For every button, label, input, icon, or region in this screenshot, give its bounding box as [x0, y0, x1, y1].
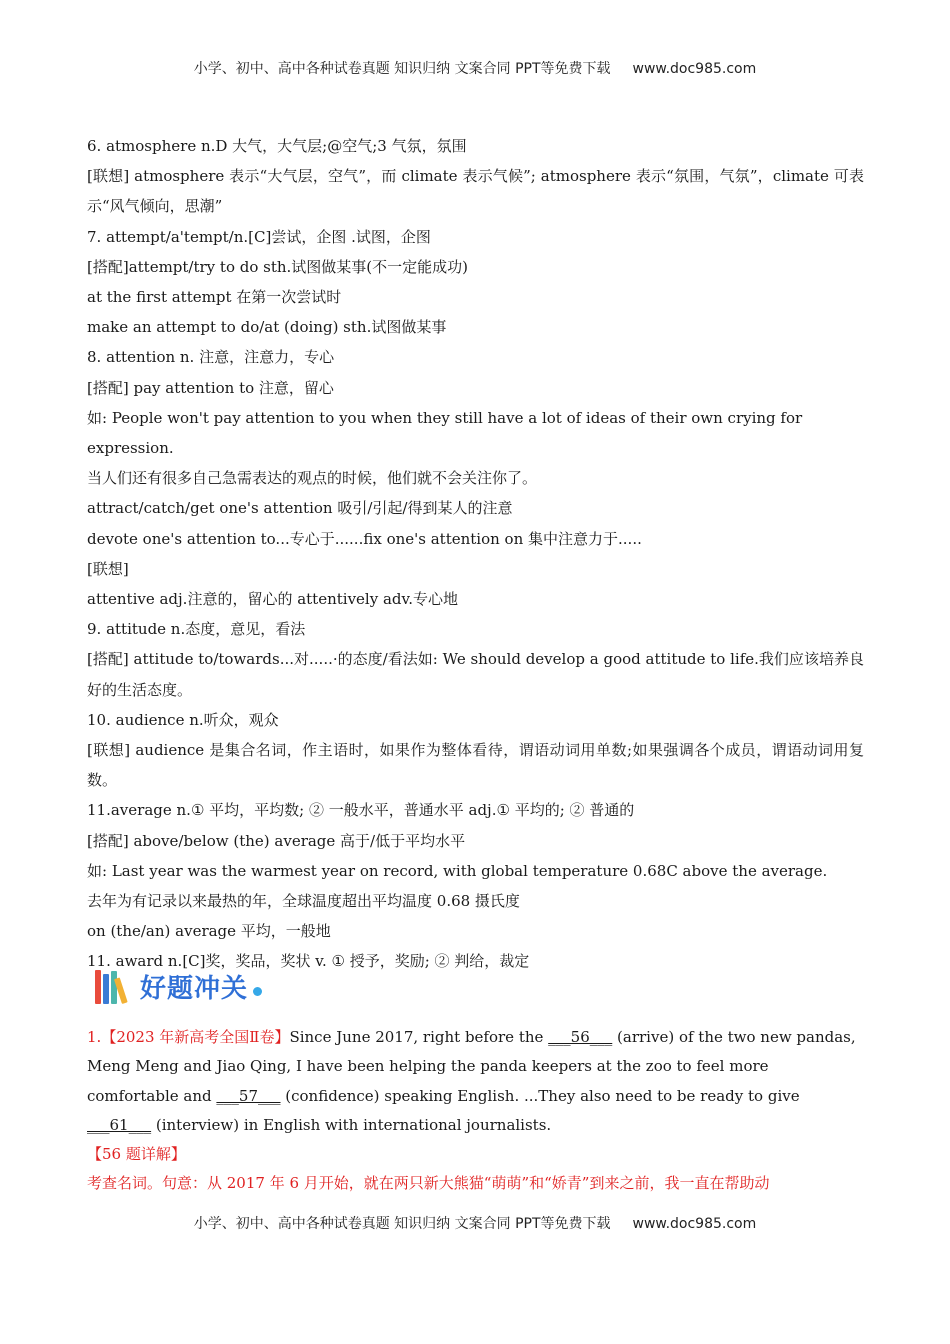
vocab-line: [联想] audience 是集合名词，作主语时，如果作为整体看待，谓语动词用单数;如果强调各个成员，谓语动词用复数。 — [87, 741, 864, 790]
question-text-b: (arrive) of the two new pandas, Meng Meng and Jiao Qing, I have been helping the panda keepers at the zoo to feel more comfortable and — [87, 1028, 856, 1105]
question-number: 1. — [87, 1028, 102, 1046]
footer-text: 小学、初中、高中各种试卷真题 知识归纳 文案合同 PPT等免费下载 — [193, 1216, 611, 1232]
vocab-line: 10. audience n.听众，观众 — [87, 710, 279, 729]
vocab-line: 去年为有记录以来最热的年，全球温度超出平均温度 0.68 摄氏度 — [87, 892, 520, 911]
vocab-line: [搭配] above/below (the) average 高于/低于平均水平 — [87, 831, 466, 850]
vocab-line: attentive adj.注意的，留心的 attentively adv.专心地 — [87, 590, 458, 609]
page-header — [0, 58, 950, 78]
vocab-line: 如: Last year was the warmest year on record, with global temperature 0.68C above the average. — [87, 861, 828, 880]
question-text — [87, 1023, 864, 1140]
section-banner — [95, 966, 285, 1006]
vocabulary-list — [87, 131, 864, 977]
header-url[interactable]: www.doc985.com — [632, 61, 757, 77]
vocab-line: 6. atmosphere n.D 大气，大气层;@空气;3 气氛，氛围 — [87, 137, 467, 155]
explanation-title: 【56 题详解】 — [87, 1145, 186, 1164]
blank-57: ___57___ — [216, 1086, 281, 1105]
dot-icon — [253, 987, 262, 996]
vocab-line: 9. attitude n.态度，意见，看法 — [87, 620, 306, 639]
header-text: 小学、初中、高中各种试卷真题 知识归纳 文案合同 PPT等免费下载 — [193, 61, 611, 77]
vocab-line: 8. attention n. 注意，注意力，专心 — [87, 348, 335, 367]
books-icon — [95, 968, 130, 1004]
blank-56: ___56___ — [548, 1028, 613, 1046]
question-text-c: (confidence) speaking English. ...They also need to be ready to give — [280, 1086, 800, 1105]
vocab-line: 11.average n.① 平均，平均数; ② 一般水平，普通水平 adj.① 平均的; ② 普通的 — [87, 801, 635, 820]
question-text-a: Since June 2017, right before the — [289, 1028, 549, 1046]
vocab-line: [联想] — [87, 559, 129, 578]
vocab-line: [搭配] attitude to/towards...对.....·的态度/看法如: We should develop a good attitude to life.我们应该培养良好的生活态度。 — [87, 650, 864, 699]
vocab-line: [搭配] pay attention to 注意，留心 — [87, 378, 334, 397]
vocab-line: [联想] atmosphere 表示“大气层，空气”，而 climate 表示气候”; atmosphere 表示“氛围，气氛”，climate 可表示“风气倾向，思潮” — [87, 167, 864, 216]
question-text-d: (interview) in English with international journalists. — [151, 1115, 552, 1134]
vocab-line: at the first attempt 在第一次尝试时 — [87, 288, 342, 307]
page-footer — [0, 1213, 950, 1233]
vocab-line: 11. award n.[C]奖，奖品，奖状 v. ① 授予，奖励; ② 判给，裁定 — [87, 952, 530, 971]
vocab-line: 7. attempt/a'tempt/n.[C]尝试，企图 .试图，企图 — [87, 227, 431, 246]
section-title: 好题冲关 — [140, 973, 249, 1004]
vocab-line: [搭配]attempt/try to do sth.试图做某事(不一定能成功) — [87, 257, 469, 276]
vocab-line: 当人们还有很多自己急需表达的观点的时候，他们就不会关注你了。 — [87, 469, 538, 488]
vocab-line: devote one's attention to...专心于......fix one's attention on 集中注意力于..... — [87, 529, 642, 548]
vocab-line: 如: People won't pay attention to you when they still have a lot of ideas of their own crying for expression. — [87, 408, 803, 458]
footer-url[interactable]: www.doc985.com — [632, 1216, 757, 1232]
vocab-line: attract/catch/get one's attention 吸引/引起/得到某人的注意 — [87, 499, 513, 518]
vocab-line: make an attempt to do/at (doing) sth.试图做某事 — [87, 318, 447, 337]
blank-61: ___61___ — [87, 1115, 152, 1134]
explanation-text: 考查名词。句意：从 2017 年 6 月开始，就在两只新大熊猫“萌萌”和“娇青”到来之前，我一直在帮助动 — [87, 1174, 770, 1193]
question-source: 【2023 年新高考全国Ⅱ卷】 — [101, 1028, 290, 1046]
vocab-line: on (the/an) average 平均，一般地 — [87, 922, 331, 941]
question-block — [87, 1023, 864, 1199]
